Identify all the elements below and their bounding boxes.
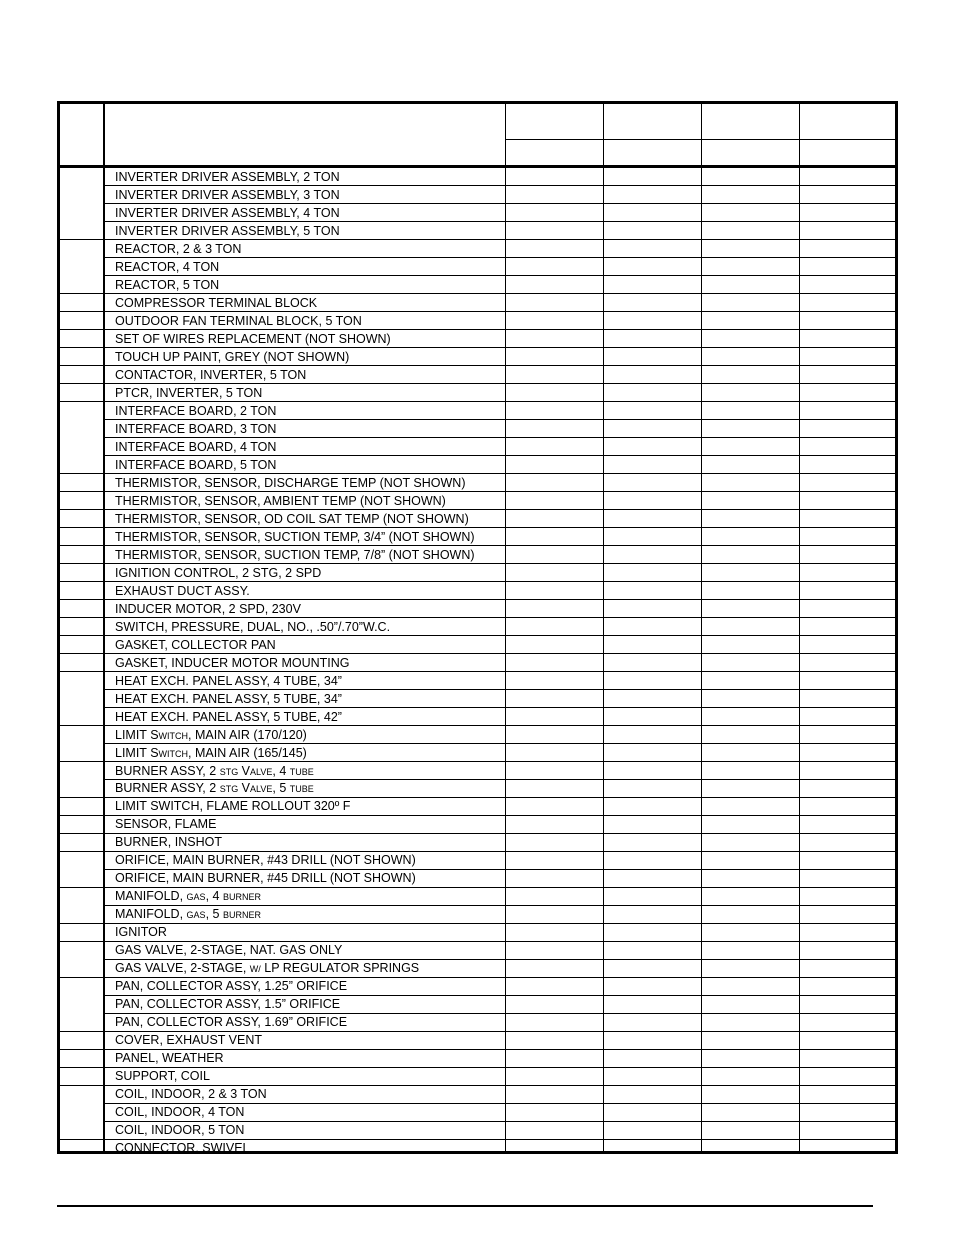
- part-description: INVERTER DRIVER ASSEMBLY, 3 TON: [115, 187, 340, 202]
- part-description: HEAT EXCH. PANEL ASSY, 5 TUBE, 42”: [115, 709, 342, 724]
- part-description: ORIFICE, MAIN BURNER, #43 DRILL (NOT SHOWN): [115, 853, 416, 868]
- part-description: REACTOR, 4 TON: [115, 259, 220, 274]
- part-description: PTCR, INVERTER, 5 TON: [115, 385, 263, 400]
- part-description: IGNITION CONTROL, 2 STG, 2 SPD: [115, 565, 322, 580]
- part-description: COMPRESSOR TERMINAL BLOCK: [115, 295, 318, 310]
- part-description: THERMISTOR, SENSOR, OD COIL SAT TEMP (NOT SHOWN): [115, 511, 469, 526]
- part-description: PAN, COLLECTOR ASSY, 1.25” ORIFICE: [115, 979, 348, 994]
- part-description: SUPPORT, COIL: [115, 1069, 210, 1084]
- part-description: PAN, COLLECTOR ASSY, 1.5” ORIFICE: [115, 997, 341, 1012]
- part-description: LIMIT SWITCH, MAIN AIR (165/145): [115, 745, 307, 760]
- part-description: INVERTER DRIVER ASSEMBLY, 5 TON: [115, 223, 340, 238]
- part-description: ORIFICE, MAIN BURNER, #45 DRILL (NOT SHOWN): [115, 871, 416, 886]
- part-description: EXHAUST DUCT ASSY.: [115, 583, 250, 598]
- part-description: COIL, INDOOR, 5 TON: [115, 1123, 245, 1138]
- part-description: INTERFACE BOARD, 3 TON: [115, 421, 277, 436]
- part-description: LIMIT SWITCH, FLAME ROLLOUT 320º F: [115, 799, 351, 814]
- part-description: THERMISTOR, SENSOR, DISCHARGE TEMP (NOT SHOWN): [115, 475, 466, 490]
- part-description: GASKET, COLLECTOR PAN: [115, 637, 276, 652]
- part-description: COIL, INDOOR, 4 TON: [115, 1105, 245, 1120]
- part-description: INDUCER MOTOR, 2 SPD, 230V: [115, 601, 301, 616]
- part-description: BURNER ASSY, 2 STG VALVE, 5 TUBE: [115, 781, 314, 796]
- part-description: BURNER, INSHOT: [115, 835, 222, 850]
- row-separator: [104, 275, 895, 276]
- part-description: INTERFACE BOARD, 4 TON: [115, 439, 277, 454]
- part-description: INTERFACE BOARD, 2 TON: [115, 403, 277, 418]
- part-description: COIL, INDOOR, 2 & 3 TON: [115, 1087, 267, 1102]
- part-description: INVERTER DRIVER ASSEMBLY, 4 TON: [115, 205, 340, 220]
- part-description: MANIFOLD, GAS, 4 BURNER: [115, 889, 261, 904]
- part-description: CONNECTOR, SWIVEL: [115, 1141, 250, 1156]
- parts-table: [57, 101, 898, 1154]
- footer-rule: [57, 1205, 873, 1207]
- part-description: OUTDOOR FAN TERMINAL BLOCK, 5 TON: [115, 313, 362, 328]
- part-description: INTERFACE BOARD, 5 TON: [115, 457, 277, 472]
- row-separator: [60, 923, 895, 924]
- part-description: GAS VALVE, 2-STAGE, W/ LP REGULATOR SPRINGS: [115, 961, 420, 976]
- part-description: REACTOR, 5 TON: [115, 277, 220, 292]
- part-description: IGNITOR: [115, 925, 167, 940]
- part-description: THERMISTOR, SENSOR, SUCTION TEMP, 7/8” (NOT SHOWN): [115, 547, 475, 562]
- part-description: SENSOR, FLAME: [115, 817, 217, 832]
- header-subdivider: [506, 139, 895, 140]
- part-description: REACTOR, 2 & 3 TON: [115, 241, 242, 256]
- part-description: SWITCH, PRESSURE, DUAL, NO., .50”/.70”W.C.: [115, 619, 391, 634]
- part-description: PAN, COLLECTOR ASSY, 1.69” ORIFICE: [115, 1015, 348, 1030]
- part-description: HEAT EXCH. PANEL ASSY, 5 TUBE, 34”: [115, 691, 342, 706]
- part-description: THERMISTOR, SENSOR, AMBIENT TEMP (NOT SHOWN): [115, 493, 446, 508]
- part-description: GASKET, INDUCER MOTOR MOUNTING: [115, 655, 350, 670]
- part-description: HEAT EXCH. PANEL ASSY, 4 TUBE, 34”: [115, 673, 342, 688]
- part-description: GAS VALVE, 2-STAGE, NAT. GAS ONLY: [115, 943, 343, 958]
- part-description: BURNER ASSY, 2 STG VALVE, 4 TUBE: [115, 763, 314, 778]
- part-description: MANIFOLD, GAS, 5 BURNER: [115, 907, 261, 922]
- part-description: CONTACTOR, INVERTER, 5 TON: [115, 367, 307, 382]
- row-separator: [104, 257, 895, 258]
- part-description: LIMIT SWITCH, MAIN AIR (170/120): [115, 727, 307, 742]
- part-description: INVERTER DRIVER ASSEMBLY, 2 TON: [115, 170, 340, 184]
- part-description: COVER, EXHAUST VENT: [115, 1033, 263, 1048]
- part-description: THERMISTOR, SENSOR, SUCTION TEMP, 3/4” (NOT SHOWN): [115, 529, 475, 544]
- part-description: PANEL, WEATHER: [115, 1051, 224, 1066]
- part-description: SET OF WIRES REPLACEMENT (NOT SHOWN): [115, 331, 391, 346]
- part-description: TOUCH UP PAINT, GREY (NOT SHOWN): [115, 349, 350, 364]
